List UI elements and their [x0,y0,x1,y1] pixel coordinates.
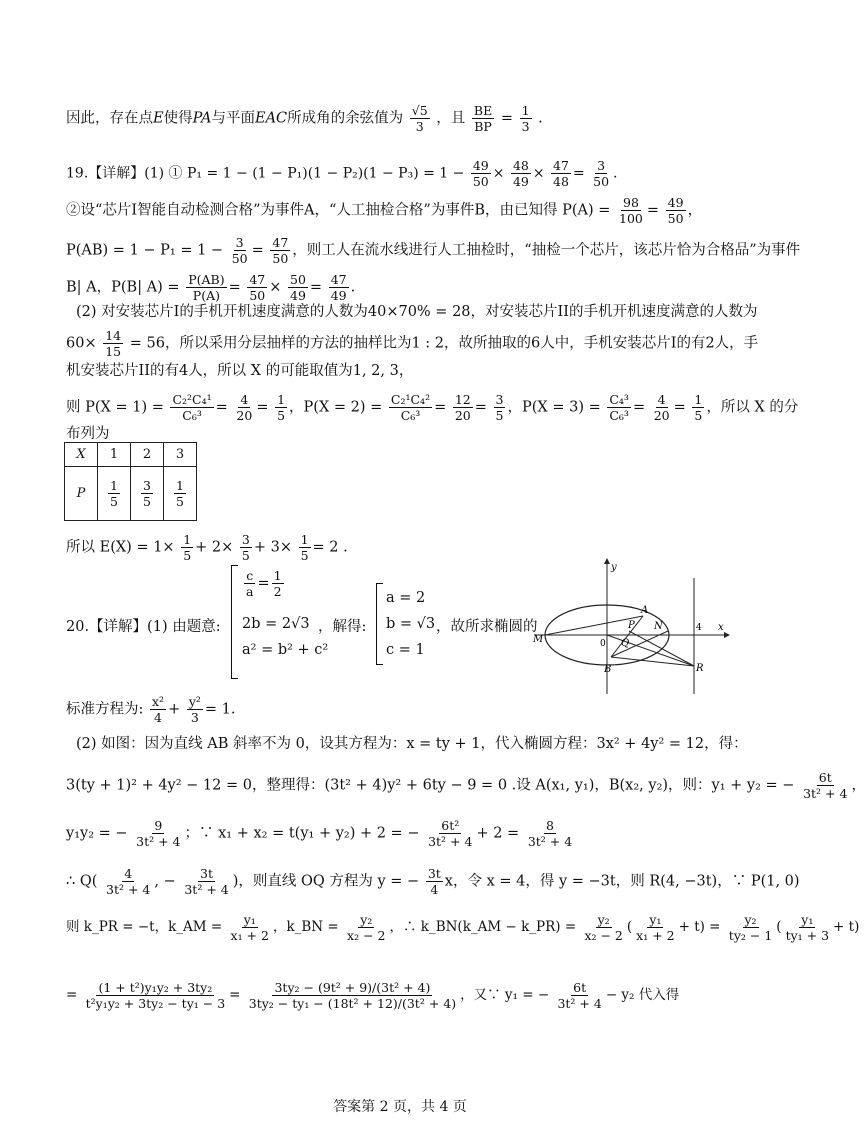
figure-label: B [604,664,612,675]
figure-label: N [654,621,663,632]
figure-label: y [611,562,617,573]
ellipse-figure [528,558,728,698]
table-row [65,443,197,467]
line-20-standard-eq: 标准方程为: $\frac{\text{x²}}{4}$ + $\frac{\text{y²}}{3}$ = 1. [66,694,236,725]
y-axis-arrow-icon [604,558,610,564]
line-19-part2-c: 机安装芯片II的有4人，所以 X 的可能取值为1, 2, 3， [66,363,414,379]
line-20-conclusion: ，故所求椭圆的 [436,619,538,635]
system2-row3: c = 1 [386,642,425,658]
table-header-cell: X [65,443,98,467]
system2-row2: b = √3 [386,616,436,632]
line-19-conditional: B| A，P(B| A) = $\frac{P(AB)}{P(A)}$ = $\frac{47}{50}$ × $\frac{50}{49}$ = $\frac{47}{49}$ . [66,272,356,303]
figure-label: P [628,620,635,631]
line-19-part2-a: (2) 对安装芯片I的手机开机速度满意的人数为40×70% = 28，对安装芯片II的手机开机速度满意的人数为 [76,304,758,320]
system1-row2: 2b = 2√3 [242,616,310,632]
figure-label: M [533,634,544,645]
figure-label: x [718,622,724,633]
x-axis-arrow-icon [724,632,730,638]
system1-row1: $\frac{c}{a}$ = $\frac{1}{2}$ [246,568,282,599]
figure-label: 0 [600,639,606,649]
line-20-slopes: 则 k_PR = −t，k_AM = $\frac{\text{y₁}}{\text{x₁ + 2}}$ ，k_BN = $\frac{\text{y₂}}{\text{x₂ − 2}}$ ，∴ k_BN(k_AM − k_PR) = $\frac{\text{y₂}}{\text{x₂ − 2}}$ ( $\frac{\text{y₁}}{\text{x₁ + 2}}$ + t) = $\frac{\text{y₂}}{\text{ty₂ − 1}}$ ( $\frac{\text{y₁}}{\text{ty₁ + 3}}$ + t) [66,912,860,943]
figure-label: 4 [696,623,702,633]
table-row [65,467,197,521]
line-19-pab: P(AB) = 1 − P₁ = 1 − $\frac{3}{50}$ = $\frac{47}{50}$ ，则工人在流水线进行人工抽检时，“抽检一个芯片，该芯片恰为合格品”为事件 [66,235,801,266]
table-header-cell: 1 [98,443,131,467]
line-20-vieta: y₁y₂ = − $\frac{9}{\text{3t² + 4}}$ ；∵ x₁ + x₂ = t(y₁ + y₂) + 2 = − $\frac{\text{6t²}}{\text{3t² + 4}}$ + 2 = $\frac{8}{\text{3t² + 4}}$ [66,818,573,849]
line-conclusion: 因此，存在点E使得PA与平面EAC所成角的余弦值为 $\frac{√5}{3}$ ，且 $\frac{BE}{BP}$ = $\frac{1}{3}$ . [66,103,543,134]
line-20-label: 20.【详解】(1) 由题意: [66,619,221,635]
table-cell: $\frac{3}{5}$ [131,467,164,521]
figure-label: Q [621,638,630,649]
table-cell: $\frac{1}{5}$ [164,467,197,521]
line-20-solve: ，解得: [318,619,367,635]
distribution-table [64,442,197,521]
line-19-part1: 19.【详解】(1) ① P₁ = 1 − (1 − P₁)(1 − P₂)(1 − P₃) = 1 − $\frac{49}{50}$ × $\frac{48}{49}$ × $\frac{47}{48}$ = $\frac{3}{50}$ . [66,158,618,189]
line-19-dist-label: 布列为 [66,426,110,442]
line-20-simplify: = $\frac{\text{(1 + t²)y₁y₂ + 3ty₂}}{\text{t²y₁y₂ + 3ty₂ − ty₁ − 3}}$ = $\frac{\text{3ty₂ − (9t² + 9)/(3t² + 4)}}{\text{3ty₂ − ty₁ − (18t² + 12)/(3t² + 4)}}$ ，又∵ y₁ = − $\frac{6t}{\text{3t² + 4}}$ − y₂ 代入得 [66,980,680,1011]
table-header-cell: 2 [131,443,164,467]
table-header-cell: 3 [164,443,197,467]
system1-row3: a² = b² + c² [242,642,329,658]
line-20-quadratic: 3(ty + 1)² + 4y² − 12 = 0，整理得：(3t² + 4)y² + 6ty − 9 = 0 .设 A(x₁, y₁)，B(x₂, y₂)，则：y₁ + y₂ = − $\frac{6t}{\text{3t² + 4}}$ ， [66,770,866,801]
table-row-label: P [65,467,98,521]
page-footer: 答案第 2 页，共 4 页 [333,1099,467,1115]
table-cell: $\frac{1}{5}$ [98,467,131,521]
line-19-probabilities: 则 P(X = 1) = $\frac{\text{C₂²C₄¹}}{\text{C₆³}}$ = $\frac{4}{20}$ = $\frac{1}{5}$ ，P(X = 2) = $\frac{\text{C₂¹C₄²}}{\text{C₆³}}$ = $\frac{12}{20}$ = $\frac{3}{5}$ ，P(X = 3) = $\frac{\text{C₄³}}{\text{C₆³}}$ = $\frac{4}{20}$ = $\frac{1}{5}$ ，所以 X 的分 [66,392,799,423]
figure-label: R [696,663,704,674]
line-19-expectation: 所以 E(X) = 1× $\frac{1}{5}$ + 2× $\frac{3}{5}$ + 3× $\frac{1}{5}$ = 2 . [66,532,348,563]
line-20-part2-intro: (2) 如图：因为直线 AB 斜率不为 0，设其方程为：x = ty + 1，代入椭圆方程：3x² + 4y² = 12，得： [76,736,748,752]
line-19-part2-b: 60× $\frac{14}{15}$ = 56，所以采用分层抽样的方法的抽样比为1 : 2，故所抽取的6人中，手机安装芯片I的有2人，手 [66,328,759,359]
system-brace-1 [231,565,238,679]
system2-row1: a = 2 [386,590,426,606]
line-19-event-def: ②设“芯片I智能自动检测合格”为事件A，“人工抽检合格”为事件B，由已知得 P(A) = $\frac{98}{100}$ = $\frac{49}{50}$ ， [66,195,703,226]
system-brace-2 [376,583,383,665]
line-20-point-q: ∴ Q( $\frac{4}{\text{3t² + 4}}$ , − $\frac{3t}{\text{3t² + 4}}$ )，则直线 OQ 方程为 y = − $\frac{3t}{4}$ x，令 x = 4，得 y = −3t，则 R(4, −3t)，∵ P(1, 0) [66,866,800,897]
figure-label: A [641,605,649,616]
